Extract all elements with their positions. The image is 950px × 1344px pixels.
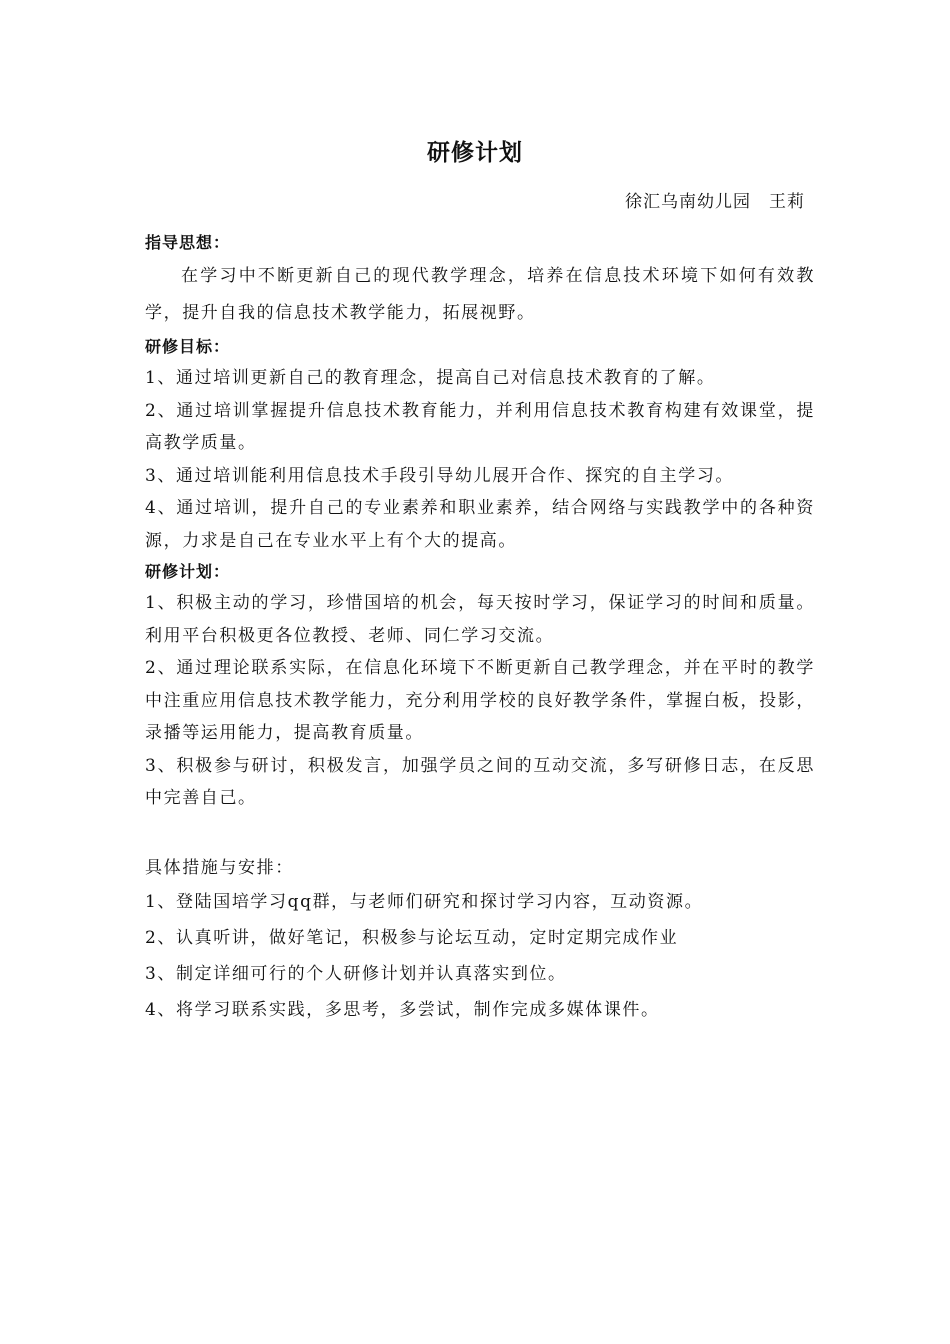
plan-item-1: 1、积极主动的学习，珍惜国培的机会，每天按时学习，保证学习的时间和质量。利用平台积极更各位教授、老师、同仁学习交流。: [145, 593, 815, 646]
plan-section: [145, 557, 815, 815]
measure-item-1: 1、登陆国培学习qq群，与老师们研究和探讨学习内容，互动资源。: [145, 892, 704, 912]
goals-heading: 研修目标：: [145, 337, 231, 356]
guiding-heading: 指导思想：: [145, 233, 231, 252]
goal-item-2: 2、通过培训掌握提升信息技术教育能力，并利用信息技术教育构建有效课堂，提高教学质量。: [145, 400, 815, 453]
measures-heading: 具体措施与安排：: [145, 857, 294, 878]
plan-item-2: 2、通过理论联系实际，在信息化环境下不断更新自己教学理念，并在平时的教学中注重应用信息技术教学能力，充分利用学校的良好教学条件，掌握白板，投影，录播等运用能力，提高教育质量。: [145, 658, 815, 743]
goals-section: [145, 332, 815, 557]
measure-item-2: 2、认真听讲，做好笔记，积极参与论坛互动，定时定期完成作业: [145, 928, 679, 948]
plan-item-3: 3、积极参与研讨，积极发言，加强学员之间的互动交流，多写研修日志，在反思中完善自己。: [145, 755, 815, 808]
author-line: 徐汇乌南幼儿园 王莉: [625, 192, 805, 212]
page-title: 研修计划: [427, 140, 523, 166]
measures-section: [145, 852, 815, 1029]
goal-item-1: 1、通过培训更新自己的教育理念，提高自己对信息技术教育的了解。: [145, 368, 716, 388]
goal-item-4: 4、通过培训，提升自己的专业素养和职业素养，结合网络与实践教学中的各种资源，力求是自己在专业水平上有个大的提高。: [145, 498, 815, 551]
plan-heading: 研修计划：: [145, 562, 231, 581]
section-spacer: [145, 815, 815, 852]
guiding-section: [145, 228, 815, 332]
guiding-text: 在学习中不断更新自己的现代教学理念，培养在信息技术环境下如何有效教学，提升自我的信息技术教学能力，拓展视野。: [145, 266, 815, 323]
measure-item-3: 3、制定详细可行的个人研修计划并认真落实到位。: [145, 964, 567, 984]
measure-item-4: 4、将学习联系实践，多思考，多尝试，制作完成多媒体课件。: [145, 1000, 660, 1020]
goal-item-3: 3、通过培训能利用信息技术手段引导幼儿展开合作、探究的自主学习。: [145, 465, 735, 486]
document-body: [145, 228, 815, 1028]
